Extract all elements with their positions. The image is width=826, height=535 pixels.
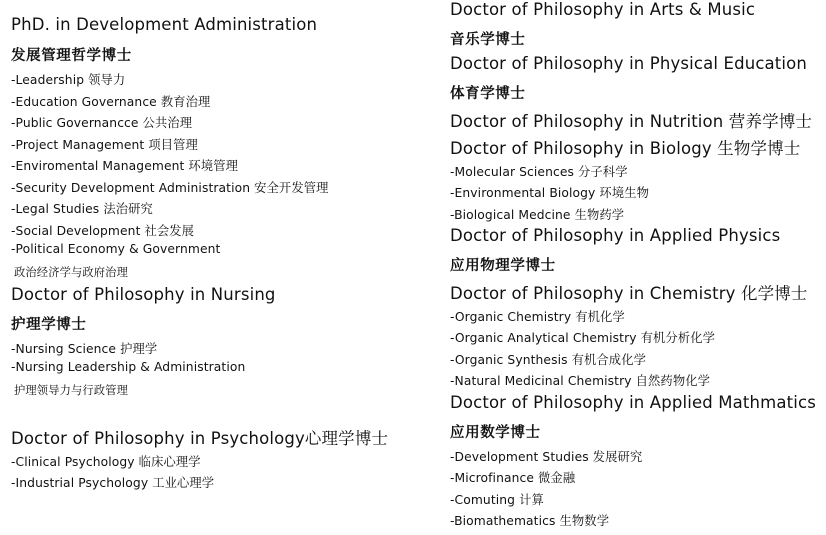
program-heading-chemistry: Doctor of Philosophy in Chemistry 化学博士 [450, 284, 808, 303]
concentration-item: -Clinical Psychology 临床心理学 [11, 455, 201, 469]
concentration-item-cn: 政治经济学与政府治理 [14, 266, 128, 279]
program-heading-biology: Doctor of Philosophy in Biology 生物学博士 [450, 139, 801, 158]
concentration-item: -Project Management 项目管理 [11, 138, 198, 152]
concentration-item: -Nursing Science 护理学 [11, 342, 158, 356]
concentration-item: -Organic Synthesis 有机合成化学 [450, 353, 646, 367]
program-heading-cn: 音乐学博士 [450, 32, 526, 48]
program-heading-nursing: Doctor of Philosophy in Nursing [11, 285, 276, 304]
concentration-item: -Enviromental Management 环境管理 [11, 159, 239, 173]
concentration-item-cn: 护理领导力与行政管理 [14, 384, 128, 397]
program-heading-cn: 应用数学博士 [450, 425, 541, 441]
concentration-item: -Development Studies 发展研究 [450, 450, 643, 464]
program-heading-applied-physics: Doctor of Philosophy in Applied Physics [450, 226, 781, 245]
program-heading-physical-education: Doctor of Philosophy in Physical Education [450, 54, 808, 73]
concentration-item: -Molecular Sciences 分子科学 [450, 165, 628, 179]
program-heading-applied-mathematics: Doctor of Philosophy in Applied Mathmatics [450, 393, 816, 412]
program-heading-cn: 护理学博士 [11, 317, 87, 333]
program-heading-cn: 应用物理学博士 [450, 258, 556, 274]
program-heading-cn: 发展管理哲学博士 [11, 48, 132, 64]
concentration-item: -Organic Chemistry 有机化学 [450, 310, 625, 324]
program-heading-nutrition: Doctor of Philosophy in Nutrition 营养学博士 [450, 112, 813, 131]
concentration-item: -Comuting 计算 [450, 493, 544, 507]
concentration-item: -Natural Medicinal Chemistry 自然药物化学 [450, 374, 711, 388]
concentration-item: -Biological Medcine 生物药学 [450, 208, 625, 222]
concentration-item: -Political Economy & Government [11, 242, 221, 256]
concentration-item: -Biomathematics 生物数学 [450, 514, 610, 528]
concentration-item: -Education Governance 教育治理 [11, 95, 211, 109]
concentration-item: -Organic Analytical Chemistry 有机分析化学 [450, 331, 716, 345]
program-heading-arts-music: Doctor of Philosophy in Arts & Music [450, 0, 756, 19]
concentration-item: -Environmental Biology 环境生物 [450, 186, 650, 200]
concentration-item: -Industrial Psychology 工业心理学 [11, 476, 215, 490]
concentration-item: -Security Development Administration 安全开发管理 [11, 181, 329, 195]
concentration-item: -Legal Studies 法治研究 [11, 202, 153, 216]
concentration-item: -Leadership 领导力 [11, 73, 126, 87]
concentration-item: -Microfinance 微金融 [450, 471, 576, 485]
concentration-item: -Nursing Leadership & Administration [11, 360, 246, 374]
concentration-item: -Public Governancce 公共治理 [11, 116, 193, 130]
program-heading-development-administration: PhD. in Development Administration [11, 15, 318, 34]
concentration-item: -Social Development 社会发展 [11, 224, 195, 238]
program-heading-psychology: Doctor of Philosophy in Psychology心理学博士 [11, 429, 389, 448]
program-heading-cn: 体育学博士 [450, 86, 526, 102]
